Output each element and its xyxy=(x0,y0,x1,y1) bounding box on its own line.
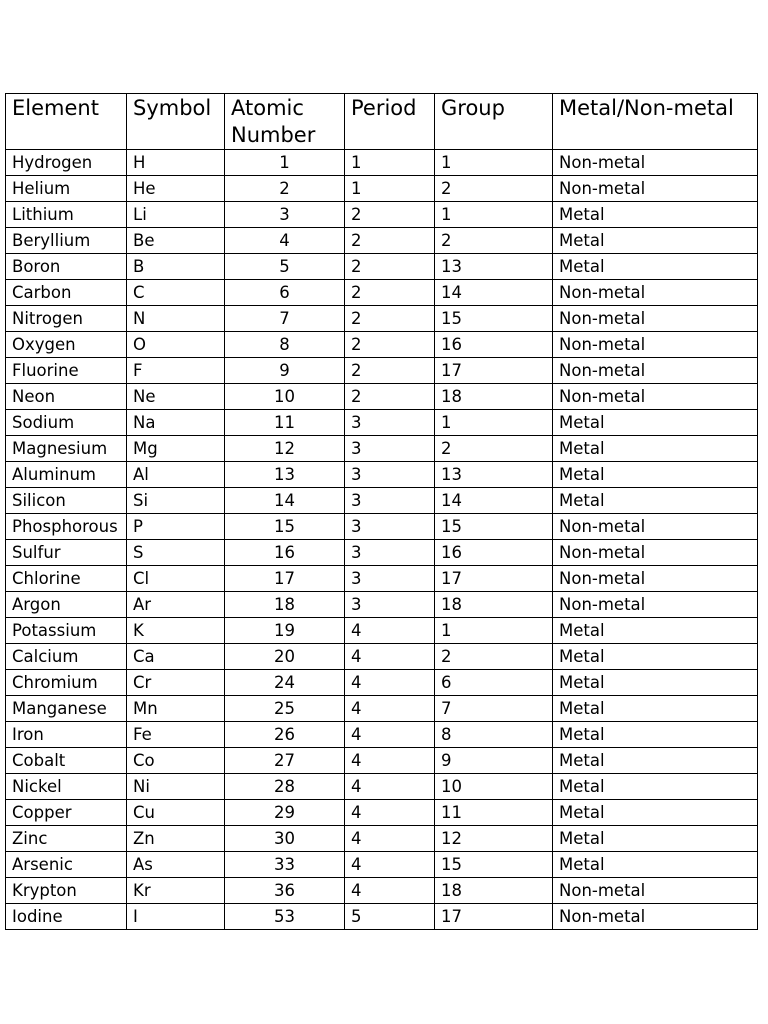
cell-metal-nonmetal: Metal xyxy=(553,462,758,488)
cell-element: Nickel xyxy=(6,774,127,800)
cell-group: 15 xyxy=(435,852,553,878)
cell-period: 1 xyxy=(345,176,435,202)
table-row xyxy=(6,202,758,228)
cell-period: 3 xyxy=(345,436,435,462)
cell-atomic-number: 53 xyxy=(225,904,345,930)
cell-period: 3 xyxy=(345,410,435,436)
cell-metal-nonmetal: Metal xyxy=(553,800,758,826)
cell-group: 10 xyxy=(435,774,553,800)
cell-metal-nonmetal: Non-metal xyxy=(553,540,758,566)
header-symbol: Symbol xyxy=(127,94,225,150)
table-row xyxy=(6,254,758,280)
cell-period: 3 xyxy=(345,514,435,540)
cell-symbol: Ca xyxy=(127,644,225,670)
table-row xyxy=(6,566,758,592)
cell-atomic-number: 13 xyxy=(225,462,345,488)
cell-group: 14 xyxy=(435,280,553,306)
header-row xyxy=(6,94,758,150)
cell-period: 4 xyxy=(345,852,435,878)
header-metal-nonmetal: Metal/Non-metal xyxy=(553,94,758,150)
table-row xyxy=(6,852,758,878)
cell-symbol: Cu xyxy=(127,800,225,826)
cell-element: Magnesium xyxy=(6,436,127,462)
cell-element: Neon xyxy=(6,384,127,410)
table-row xyxy=(6,904,758,930)
cell-symbol: Mg xyxy=(127,436,225,462)
cell-element: Zinc xyxy=(6,826,127,852)
cell-atomic-number: 33 xyxy=(225,852,345,878)
cell-symbol: H xyxy=(127,150,225,176)
cell-atomic-number: 16 xyxy=(225,540,345,566)
cell-element: Boron xyxy=(6,254,127,280)
cell-metal-nonmetal: Metal xyxy=(553,670,758,696)
cell-group: 2 xyxy=(435,176,553,202)
cell-symbol: Co xyxy=(127,748,225,774)
cell-metal-nonmetal: Metal xyxy=(553,618,758,644)
cell-atomic-number: 1 xyxy=(225,150,345,176)
cell-period: 4 xyxy=(345,800,435,826)
cell-symbol: N xyxy=(127,306,225,332)
cell-metal-nonmetal: Non-metal xyxy=(553,566,758,592)
cell-period: 5 xyxy=(345,904,435,930)
cell-symbol: I xyxy=(127,904,225,930)
cell-element: Cobalt xyxy=(6,748,127,774)
cell-period: 3 xyxy=(345,488,435,514)
table-row xyxy=(6,800,758,826)
cell-period: 2 xyxy=(345,280,435,306)
cell-symbol: Zn xyxy=(127,826,225,852)
cell-symbol: K xyxy=(127,618,225,644)
cell-group: 16 xyxy=(435,332,553,358)
table-row xyxy=(6,644,758,670)
cell-atomic-number: 5 xyxy=(225,254,345,280)
table-row xyxy=(6,150,758,176)
cell-period: 4 xyxy=(345,774,435,800)
table-row xyxy=(6,618,758,644)
cell-group: 11 xyxy=(435,800,553,826)
cell-period: 4 xyxy=(345,670,435,696)
cell-group: 7 xyxy=(435,696,553,722)
cell-symbol: Ni xyxy=(127,774,225,800)
cell-element: Iodine xyxy=(6,904,127,930)
cell-group: 2 xyxy=(435,228,553,254)
cell-metal-nonmetal: Metal xyxy=(553,826,758,852)
cell-period: 4 xyxy=(345,826,435,852)
cell-group: 15 xyxy=(435,306,553,332)
cell-period: 2 xyxy=(345,384,435,410)
cell-atomic-number: 19 xyxy=(225,618,345,644)
cell-group: 6 xyxy=(435,670,553,696)
cell-metal-nonmetal: Non-metal xyxy=(553,332,758,358)
cell-period: 4 xyxy=(345,748,435,774)
cell-period: 2 xyxy=(345,254,435,280)
table-row xyxy=(6,228,758,254)
cell-symbol: Si xyxy=(127,488,225,514)
cell-atomic-number: 15 xyxy=(225,514,345,540)
cell-element: Oxygen xyxy=(6,332,127,358)
table-row xyxy=(6,358,758,384)
cell-element: Nitrogen xyxy=(6,306,127,332)
cell-period: 4 xyxy=(345,878,435,904)
cell-symbol: Na xyxy=(127,410,225,436)
cell-atomic-number: 27 xyxy=(225,748,345,774)
cell-symbol: F xyxy=(127,358,225,384)
cell-symbol: He xyxy=(127,176,225,202)
cell-group: 17 xyxy=(435,904,553,930)
cell-element: Lithium xyxy=(6,202,127,228)
cell-symbol: B xyxy=(127,254,225,280)
cell-atomic-number: 14 xyxy=(225,488,345,514)
cell-element: Manganese xyxy=(6,696,127,722)
table-body xyxy=(6,150,758,930)
cell-metal-nonmetal: Non-metal xyxy=(553,306,758,332)
table-header xyxy=(6,94,758,150)
cell-element: Iron xyxy=(6,722,127,748)
cell-group: 18 xyxy=(435,384,553,410)
cell-atomic-number: 29 xyxy=(225,800,345,826)
cell-metal-nonmetal: Metal xyxy=(553,774,758,800)
cell-element: Arsenic xyxy=(6,852,127,878)
cell-atomic-number: 8 xyxy=(225,332,345,358)
cell-symbol: Fe xyxy=(127,722,225,748)
table-row xyxy=(6,410,758,436)
cell-atomic-number: 3 xyxy=(225,202,345,228)
cell-atomic-number: 9 xyxy=(225,358,345,384)
table-row xyxy=(6,176,758,202)
cell-metal-nonmetal: Metal xyxy=(553,696,758,722)
cell-period: 4 xyxy=(345,618,435,644)
cell-symbol: Cr xyxy=(127,670,225,696)
cell-metal-nonmetal: Metal xyxy=(553,436,758,462)
cell-group: 2 xyxy=(435,436,553,462)
cell-element: Sodium xyxy=(6,410,127,436)
table-row xyxy=(6,826,758,852)
cell-element: Hydrogen xyxy=(6,150,127,176)
cell-metal-nonmetal: Metal xyxy=(553,748,758,774)
cell-metal-nonmetal: Metal xyxy=(553,202,758,228)
cell-period: 4 xyxy=(345,722,435,748)
cell-symbol: O xyxy=(127,332,225,358)
cell-atomic-number: 4 xyxy=(225,228,345,254)
table-row xyxy=(6,514,758,540)
cell-element: Argon xyxy=(6,592,127,618)
cell-group: 1 xyxy=(435,410,553,436)
cell-period: 3 xyxy=(345,592,435,618)
cell-atomic-number: 12 xyxy=(225,436,345,462)
cell-group: 18 xyxy=(435,878,553,904)
cell-group: 13 xyxy=(435,254,553,280)
cell-element: Potassium xyxy=(6,618,127,644)
cell-symbol: C xyxy=(127,280,225,306)
cell-symbol: Be xyxy=(127,228,225,254)
cell-group: 9 xyxy=(435,748,553,774)
cell-symbol: Li xyxy=(127,202,225,228)
cell-element: Carbon xyxy=(6,280,127,306)
cell-symbol: S xyxy=(127,540,225,566)
cell-group: 17 xyxy=(435,358,553,384)
cell-atomic-number: 11 xyxy=(225,410,345,436)
header-element: Element xyxy=(6,94,127,150)
cell-atomic-number: 7 xyxy=(225,306,345,332)
table-row xyxy=(6,696,758,722)
cell-element: Helium xyxy=(6,176,127,202)
cell-element: Krypton xyxy=(6,878,127,904)
table-row xyxy=(6,488,758,514)
cell-period: 4 xyxy=(345,644,435,670)
cell-element: Beryllium xyxy=(6,228,127,254)
cell-atomic-number: 24 xyxy=(225,670,345,696)
cell-metal-nonmetal: Non-metal xyxy=(553,358,758,384)
cell-period: 2 xyxy=(345,358,435,384)
cell-metal-nonmetal: Metal xyxy=(553,410,758,436)
cell-atomic-number: 25 xyxy=(225,696,345,722)
cell-atomic-number: 6 xyxy=(225,280,345,306)
cell-atomic-number: 18 xyxy=(225,592,345,618)
cell-group: 13 xyxy=(435,462,553,488)
table-row xyxy=(6,722,758,748)
cell-group: 14 xyxy=(435,488,553,514)
cell-period: 3 xyxy=(345,462,435,488)
table-row xyxy=(6,280,758,306)
cell-period: 3 xyxy=(345,540,435,566)
cell-element: Silicon xyxy=(6,488,127,514)
cell-atomic-number: 20 xyxy=(225,644,345,670)
cell-element: Sulfur xyxy=(6,540,127,566)
cell-metal-nonmetal: Metal xyxy=(553,644,758,670)
cell-metal-nonmetal: Non-metal xyxy=(553,878,758,904)
cell-metal-nonmetal: Non-metal xyxy=(553,904,758,930)
cell-element: Chlorine xyxy=(6,566,127,592)
cell-symbol: P xyxy=(127,514,225,540)
table-row xyxy=(6,878,758,904)
cell-symbol: Kr xyxy=(127,878,225,904)
cell-atomic-number: 30 xyxy=(225,826,345,852)
cell-group: 1 xyxy=(435,202,553,228)
cell-group: 1 xyxy=(435,618,553,644)
table-row xyxy=(6,774,758,800)
cell-group: 17 xyxy=(435,566,553,592)
cell-group: 1 xyxy=(435,150,553,176)
table-row xyxy=(6,384,758,410)
table-row xyxy=(6,332,758,358)
cell-atomic-number: 26 xyxy=(225,722,345,748)
cell-group: 12 xyxy=(435,826,553,852)
header-period: Period xyxy=(345,94,435,150)
cell-symbol: Cl xyxy=(127,566,225,592)
cell-period: 4 xyxy=(345,696,435,722)
cell-element: Fluorine xyxy=(6,358,127,384)
table-row xyxy=(6,670,758,696)
cell-element: Copper xyxy=(6,800,127,826)
table-row xyxy=(6,306,758,332)
cell-metal-nonmetal: Metal xyxy=(553,722,758,748)
header-atomic-number: Atomic Number xyxy=(225,94,345,150)
cell-metal-nonmetal: Metal xyxy=(553,852,758,878)
cell-period: 1 xyxy=(345,150,435,176)
cell-atomic-number: 28 xyxy=(225,774,345,800)
cell-metal-nonmetal: Non-metal xyxy=(553,176,758,202)
cell-element: Aluminum xyxy=(6,462,127,488)
cell-atomic-number: 17 xyxy=(225,566,345,592)
cell-period: 2 xyxy=(345,228,435,254)
table-row xyxy=(6,436,758,462)
table-row xyxy=(6,748,758,774)
cell-symbol: Al xyxy=(127,462,225,488)
cell-element: Phosphorous xyxy=(6,514,127,540)
cell-metal-nonmetal: Non-metal xyxy=(553,514,758,540)
cell-metal-nonmetal: Metal xyxy=(553,488,758,514)
cell-period: 2 xyxy=(345,306,435,332)
cell-group: 18 xyxy=(435,592,553,618)
table-row xyxy=(6,540,758,566)
header-group: Group xyxy=(435,94,553,150)
table-row xyxy=(6,462,758,488)
cell-element: Calcium xyxy=(6,644,127,670)
element-table xyxy=(5,93,758,930)
cell-metal-nonmetal: Non-metal xyxy=(553,592,758,618)
cell-period: 2 xyxy=(345,202,435,228)
cell-symbol: Mn xyxy=(127,696,225,722)
cell-metal-nonmetal: Non-metal xyxy=(553,384,758,410)
cell-symbol: Ne xyxy=(127,384,225,410)
cell-atomic-number: 10 xyxy=(225,384,345,410)
cell-period: 2 xyxy=(345,332,435,358)
cell-symbol: As xyxy=(127,852,225,878)
cell-group: 8 xyxy=(435,722,553,748)
cell-metal-nonmetal: Non-metal xyxy=(553,150,758,176)
cell-element: Chromium xyxy=(6,670,127,696)
cell-metal-nonmetal: Metal xyxy=(553,254,758,280)
table-row xyxy=(6,592,758,618)
cell-symbol: Ar xyxy=(127,592,225,618)
cell-group: 16 xyxy=(435,540,553,566)
cell-atomic-number: 2 xyxy=(225,176,345,202)
cell-period: 3 xyxy=(345,566,435,592)
cell-metal-nonmetal: Non-metal xyxy=(553,280,758,306)
cell-group: 2 xyxy=(435,644,553,670)
cell-atomic-number: 36 xyxy=(225,878,345,904)
cell-group: 15 xyxy=(435,514,553,540)
cell-metal-nonmetal: Metal xyxy=(553,228,758,254)
